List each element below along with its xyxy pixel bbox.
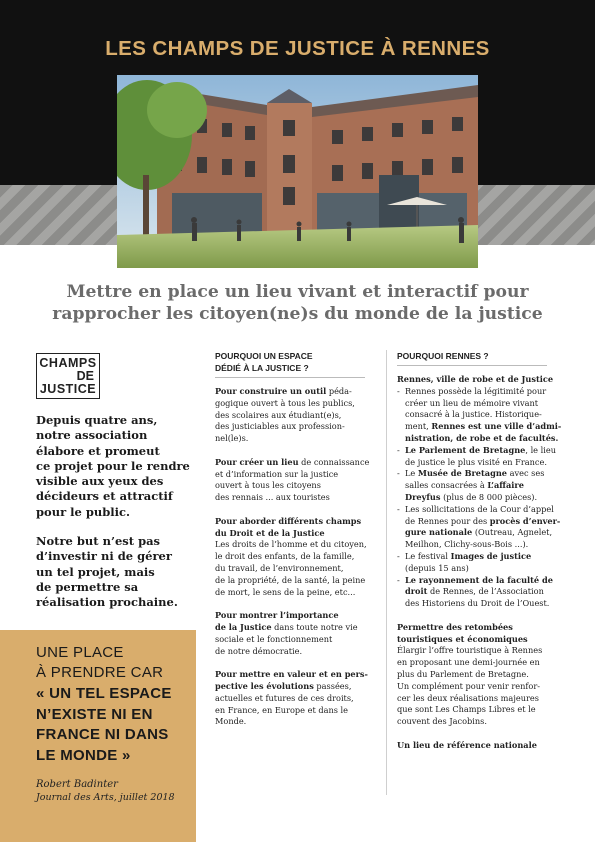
bold-text: du Droit et de la Justice — [215, 527, 325, 538]
text-line: - Les sollicitations de la Cour d’appel — [405, 503, 554, 514]
text-line: en proposant une demi-journée en — [397, 657, 540, 668]
bold-text: pective les évolutions — [215, 680, 314, 691]
paragraph — [215, 516, 375, 599]
text: dans toute notre vie — [271, 621, 358, 632]
quote-source: Journal des Arts, juillet 2018 — [36, 792, 175, 803]
column-divider — [386, 350, 387, 795]
list-item — [397, 468, 562, 503]
intro-line: Notre but n’est pas — [36, 534, 161, 549]
quote-text — [36, 684, 172, 766]
quote-heading-line: À PRENDRE CAR — [36, 664, 164, 681]
text-line: des scolaires aux étudiant(e)s, — [215, 409, 342, 420]
paragraph — [215, 669, 375, 728]
text: de Rennes, de l’Association — [427, 586, 544, 597]
text-line: que sont Les Champs Libres et le — [397, 704, 536, 715]
text-line — [405, 445, 562, 457]
list-item — [397, 445, 562, 469]
text: (plus de 8 000 pièces). — [440, 491, 538, 502]
text-line: nel(le)s. — [215, 433, 249, 444]
intro-text — [36, 413, 196, 625]
subtitle-line: Mettre en place un lieu vivant et interactif pour — [66, 282, 529, 302]
text-line: (depuis 15 ans) — [405, 562, 469, 573]
text-line: cer les deux réalisations majeures — [397, 692, 539, 703]
paragraph — [215, 610, 375, 657]
intro-paragraph — [36, 413, 196, 520]
text-line: de notre démocratie. — [215, 645, 303, 656]
text-line — [405, 468, 562, 480]
quote-heading-line: UNE PLACE — [36, 644, 124, 661]
text-line — [405, 586, 562, 598]
bold-text: Pour mettre en valeur et en pers- — [215, 669, 368, 680]
bold-text: Pour montrer l’importance — [215, 610, 339, 621]
column-heading — [397, 350, 562, 362]
text: avec ses — [507, 468, 545, 479]
column-heading — [215, 350, 375, 374]
text-line: couvent des Jacobins. — [397, 716, 487, 727]
why-space-column — [215, 350, 375, 740]
text-line: des Historiens du Droit de l’Ouest. — [405, 598, 550, 609]
text-line — [215, 681, 375, 693]
bold-text: Images de justice — [450, 550, 532, 561]
bold-text: L’affaire — [487, 480, 524, 491]
text-line: créer un lieu de mémoire vivant — [405, 397, 539, 408]
quote-heading — [36, 643, 163, 683]
text-line: de la propriété, de la santé, la peine — [215, 574, 366, 585]
list-item — [397, 504, 562, 551]
bold-text: gure nationale — [405, 527, 473, 538]
list-item — [397, 575, 562, 610]
intro-line: décideurs et attractif — [36, 489, 173, 504]
text-line: plus du Parlement de Bretagne. — [397, 668, 529, 679]
column-heading-line: POURQUOI UN ESPACE — [215, 351, 313, 361]
text-line: sociale et le fonctionnement — [215, 633, 333, 644]
section-title — [397, 740, 562, 752]
text-line: le droit des enfants, de la famille, — [215, 551, 355, 562]
quote-author: Robert Badinter — [36, 779, 118, 790]
intro-line: d’investir ni de gérer — [36, 549, 172, 564]
intro-paragraph — [36, 534, 196, 610]
intro-line: élabore et promeut — [36, 443, 160, 458]
intro-line: un tel projet, mais — [36, 564, 155, 579]
text: Le — [405, 468, 418, 479]
intro-line: notre association — [36, 428, 148, 443]
subtitle — [20, 281, 575, 325]
text-line: gogique ouvert à tous les publics, — [215, 397, 355, 408]
text-line: Les droits de l’homme et du citoyen, — [215, 539, 367, 550]
intro-line: réalisation prochaine. — [36, 595, 178, 610]
bold-text: Rennes, ville de robe et de Justice — [397, 374, 554, 384]
quote-line: LE MONDE » — [36, 746, 131, 764]
text-line: des justiciables aux profession- — [215, 421, 345, 432]
bold-text: procès d’enver- — [489, 515, 561, 526]
text-line: du travail, de l’environnement, — [215, 562, 344, 573]
intro-line: de permettre sa — [36, 579, 139, 594]
text-line: actuelles et futures de ces droits, — [215, 692, 354, 703]
bold-text: droit — [405, 586, 428, 597]
text-line — [405, 421, 562, 433]
bold-text: Un lieu de référence nationale — [397, 739, 537, 750]
text: Le festival — [405, 550, 451, 561]
subtitle-line: rapprocher les citoyen(ne)s du monde de la justice — [52, 304, 543, 324]
intro-line: visible aux yeux des — [36, 474, 164, 489]
text: , le lieu — [525, 444, 556, 455]
text-line: Un complément pour venir renfor- — [397, 680, 541, 691]
text: péda- — [326, 386, 352, 396]
paragraph — [215, 386, 375, 445]
text: (Outreau, Agnelet, — [472, 527, 553, 538]
intro-line: ce projet pour le rendre — [36, 458, 190, 473]
bold-text: nistration, de robe et de facultés. — [405, 432, 559, 443]
text-line: Meilhon, Clichy-sous-Bois ...). — [405, 539, 529, 550]
page-title: LES CHAMPS DE JUSTICE À RENNES — [105, 37, 490, 60]
section-title — [397, 634, 562, 646]
divider — [397, 365, 547, 366]
text-line — [215, 622, 375, 634]
logo-text: CHAMPS — [39, 356, 97, 370]
bold-text: touristiques et économiques — [397, 633, 528, 644]
text: ment, — [405, 421, 432, 432]
quote-line: FRANCE NI DANS — [36, 726, 169, 743]
text-line — [405, 551, 562, 563]
text-line — [405, 492, 562, 504]
text-line — [405, 433, 562, 445]
intro-line: pour le public. — [36, 504, 131, 519]
text: passées, — [313, 680, 352, 691]
logo-text: DE — [76, 369, 94, 383]
bold-text: Le rayonnement de la faculté de — [405, 574, 553, 585]
text-line: de justice le plus visité en France. — [405, 456, 547, 467]
intro-line: Depuis quatre ans, — [36, 413, 158, 427]
paragraph — [397, 622, 562, 728]
list-item — [397, 386, 562, 445]
text-line — [215, 610, 375, 622]
bold-text: Le Parlement de Bretagne — [405, 444, 526, 455]
text-line: consacré à la justice. Historique- — [405, 409, 542, 420]
logo-text: JUSTICE — [39, 382, 97, 396]
text-line — [215, 516, 375, 528]
bold-text: Pour aborder différents champs — [215, 515, 362, 526]
text-line — [215, 386, 375, 398]
building-illustration — [117, 75, 478, 268]
text-line: Monde. — [215, 716, 247, 727]
text-line: de mort, le sens de la peine, etc... — [215, 586, 356, 597]
section-title — [397, 622, 562, 634]
bold-text: Musée de Bretagne — [417, 468, 507, 479]
text-line: en France, en Europe et dans le — [215, 704, 349, 715]
section-title — [397, 374, 562, 386]
champs-de-justice-logo — [36, 353, 100, 399]
reasons-list — [397, 386, 562, 610]
why-rennes-column — [397, 350, 562, 752]
bold-text: Permettre des retombées — [397, 621, 513, 632]
bold-text: de la Justice — [215, 621, 272, 632]
text-line — [215, 528, 375, 540]
text: de Rennes pour des — [405, 515, 490, 526]
column-heading-line: DÉDIÉ À LA JUSTICE ? — [215, 363, 309, 373]
text-line: Élargir l’offre touristique à Rennes — [397, 645, 543, 656]
paragraph — [215, 457, 375, 504]
text-line: ouvert à tous les citoyens — [215, 480, 321, 491]
text-line — [405, 575, 562, 587]
bold-text: Pour construire un outil — [215, 386, 327, 396]
list-item — [397, 551, 562, 575]
text-line — [215, 457, 375, 469]
text-line — [215, 669, 375, 681]
column-heading-line: POURQUOI RENNES ? — [397, 351, 489, 361]
text-line — [405, 480, 562, 492]
text-line: - Rennes possède la légitimité pour — [405, 385, 547, 396]
text: de connaissance — [298, 456, 370, 467]
quote-attribution — [36, 778, 175, 804]
text-line — [405, 516, 562, 528]
quote-line: « UN TEL ESPACE — [36, 685, 172, 702]
bold-text: Rennes est une ville d’admi- — [431, 421, 562, 432]
bold-text: Pour créer un lieu — [215, 456, 299, 467]
text-line: et d’information sur la justice — [215, 468, 339, 479]
text: salles consacrées à — [405, 480, 488, 491]
divider — [215, 377, 365, 378]
quote-line: N’EXISTE NI EN — [36, 705, 153, 723]
text-line: des rennais ... aux touristes — [215, 492, 330, 503]
bold-text: Dreyfus — [405, 491, 441, 502]
text-line — [405, 527, 562, 539]
